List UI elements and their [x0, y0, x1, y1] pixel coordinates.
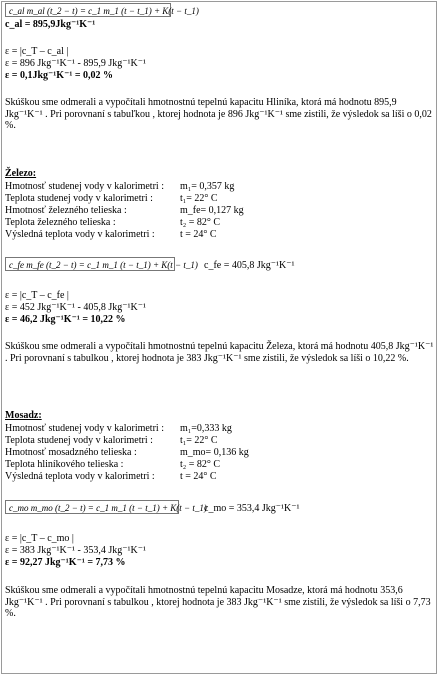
brass-row-value: m_mo= 0,136 kg — [180, 447, 249, 458]
brass-row-value: t₁= 22° C — [180, 435, 218, 446]
iron-eps-result: ε = 46,2 Jkg⁻¹K⁻¹ = 10,22 % — [5, 314, 126, 325]
brass-eps-calc: ε = 383 Jkg⁻¹K⁻¹ - 353,4 Jkg⁻¹K⁻¹ — [5, 545, 147, 556]
brass-row-value: m₁=0,333 kg — [180, 423, 232, 434]
iron-row-label: Teplota železného telieska : — [5, 217, 116, 228]
iron-row-value: m₁= 0,357 kg — [180, 181, 235, 192]
iron-eps-def: ε = |c_T – c_fe | — [5, 290, 69, 301]
iron-conclusion: Skúškou sme odmerali a vypočítali hmotnostnú tepelnú kapacitu Železa, ktorá má hodnotu 405,8 Jkg⁻¹K⁻¹ . Pri porovnaní s tabulkou , ktorej hodnota je 383 Jkg⁻¹K⁻¹ sme zistili, že výsledok sa líši o 10,22 %. — [5, 341, 434, 364]
aluminium-c-result: c_al = 895,9Jkg⁻¹K⁻¹ — [5, 19, 96, 30]
aluminium-eps-result: ε = 0,1Jkg⁻¹K⁻¹ = 0,02 % — [5, 70, 114, 81]
iron-row-value: m_fe= 0,127 kg — [180, 205, 244, 216]
brass-row-label: Hmotnosť mosadzného telieska : — [5, 447, 137, 458]
brass-row-label: Výsledná teplota vody v kalorimetri : — [5, 471, 155, 482]
aluminium-eps-calc: ε = 896 Jkg⁻¹K⁻¹ - 895,9 Jkg⁻¹K⁻¹ — [5, 58, 147, 69]
brass-row-value: t = 24° C — [180, 471, 217, 482]
brass-eps-result: ε = 92,27 Jkg⁻¹K⁻¹ = 7,73 % — [5, 557, 126, 568]
brass-eps-def: ε = |c_T – c_mo | — [5, 533, 74, 544]
document-page — [1, 1, 437, 674]
brass-heading: Mosadz: — [5, 410, 42, 421]
brass-row-value: t₂ = 82° C — [180, 459, 221, 470]
brass-c-result: c_mo = 353,4 Jkg⁻¹K⁻¹ — [204, 503, 300, 514]
brass-conclusion: Skúškou sme odmerali a vypočítali hmotnostnú tepelnú kapacitu Mosadze, ktorá má hodnotu 353,6 Jkg⁻¹K⁻¹ . Pri porovnaní s tabulkou , ktorej hodnota je 383 Jkg⁻¹K⁻¹ sme zistili, že výsledok sa líši o 7,73 %. — [5, 585, 431, 619]
aluminium-eps-def: ε = |c_T – c_al | — [5, 46, 69, 57]
iron-row-label: Hmotnosť studenej vody v kalorimetri : — [5, 181, 164, 192]
iron-row-label: Výsledná teplota vody v kalorimetri : — [5, 229, 155, 240]
brass-equation-image: c_mo m_mo (t_2 − t) = c_1 m_1 (t − t_1) + K(t − t_1) — [5, 500, 179, 514]
iron-row-value: t = 24° C — [180, 229, 217, 240]
iron-row-value: t₁= 22° C — [180, 193, 218, 204]
iron-c-result: c_fe = 405,8 Jkg⁻¹K⁻¹ — [204, 260, 295, 271]
iron-equation-image: c_fe m_fe (t_2 − t) = c_1 m_1 (t − t_1) + K(t − t_1) — [5, 257, 175, 271]
iron-row-label: Hmotnosť železného telieska : — [5, 205, 127, 216]
aluminium-conclusion: Skúškou sme odmerali a vypočítali hmotnostnú tepelnú kapacitu Hliníka, ktorá má hodnotu 895,9 Jkg⁻¹K⁻¹ . Pri porovnaní s tabuľkou , ktorej hodnota je 896 Jkg⁻¹K⁻¹ sme zistili, že výsledok sa líši o 0,02 %. — [5, 97, 432, 131]
iron-eps-calc: ε = 452 Jkg⁻¹K⁻¹ - 405,8 Jkg⁻¹K⁻¹ — [5, 302, 147, 313]
brass-row-label: Hmotnosť studenej vody v kalorimetri : — [5, 423, 164, 434]
brass-row-label: Teplota studenej vody v kalorimetri : — [5, 435, 153, 446]
iron-row-value: t₂ = 82° C — [180, 217, 221, 228]
brass-row-label: Teplota hliníkového telieska : — [5, 459, 124, 470]
aluminium-equation-image: c_al m_al (t_2 − t) = c_1 m_1 (t − t_1) + K(t − t_1) — [5, 3, 171, 17]
iron-row-label: Teplota studenej vody v kalorimetri : — [5, 193, 153, 204]
iron-heading: Železo: — [5, 168, 37, 179]
